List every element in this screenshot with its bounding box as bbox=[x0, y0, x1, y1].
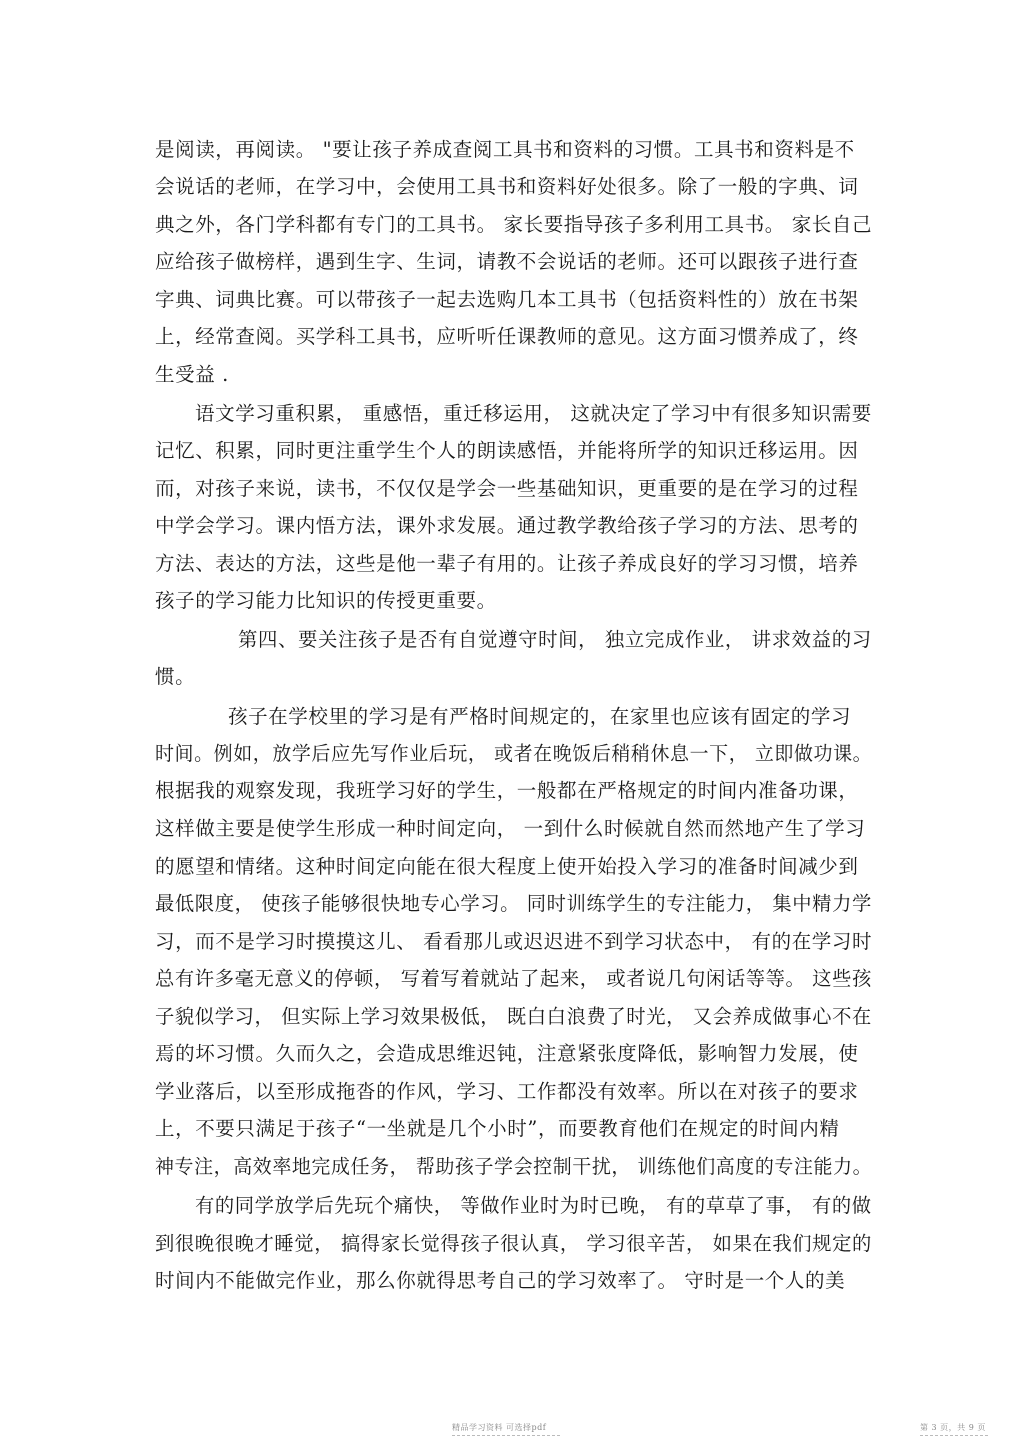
footer-divider-right bbox=[920, 1435, 988, 1436]
text-line: 典之外，各门学科都有专门的工具书。 家长要指导孩子多利用工具书。 家长自己 bbox=[155, 213, 873, 236]
text-line: 生受益 . bbox=[155, 363, 229, 386]
text-line: 中学会学习。课内悟方法，课外求发展。通过教学教给孩子学习的方法、思考的 bbox=[155, 514, 859, 537]
text-line: 神专注，高效率地完成任务， 帮助孩子学会控制干扰， 训练他们高度的专注能力。 bbox=[155, 1155, 873, 1178]
text-line: 总有许多毫无意义的停顿， 写着写着就站了起来， 或者说几句闲话等等。 这些孩 bbox=[155, 967, 872, 990]
text-line: 而，对孩子来说，读书，不仅仅是学会一些基础知识，更重要的是在学习的过程 bbox=[155, 477, 859, 500]
text-line: 学业落后，以至形成拖沓的作风，学习、工作都没有效率。所以在对孩子的要求 bbox=[155, 1080, 859, 1103]
text-line: 上，经常查阅。买学科工具书，应听听任课教师的意见。这方面习惯养成了，终 bbox=[155, 325, 859, 348]
text-line: 上，不要只满足于孩子“一坐就是几个小时”，而要教育他们在规定的时间内精 bbox=[155, 1117, 840, 1140]
page-number-text: 第 3 页，共 9 页 bbox=[920, 1423, 986, 1432]
footer-source-label bbox=[452, 1422, 546, 1433]
text-line: 第四、要关注孩子是否有自觉遵守时间， 独立完成作业， 讲求效益的习 bbox=[238, 628, 872, 651]
text-line: 到很晚很晚才睡觉， 搞得家长觉得孩子很认真， 学习很辛苦， 如果在我们规定的 bbox=[155, 1232, 872, 1255]
text-line: 根据我的观察发现，我班学习好的学生，一般都在严格规定的时间内准备功课， bbox=[155, 779, 859, 802]
text-line: 时间内不能做完作业，那么你就得思考自己的学习效率了。 守时是一个人的美 bbox=[155, 1269, 846, 1292]
text-line: 焉的坏习惯。久而久之，会造成思维迟钝，注意紧张度降低，影响智力发展，使 bbox=[155, 1042, 859, 1065]
text-line: 语文学习重积累， 重感悟，重迁移运用， 这就决定了学习中有很多知识需要 bbox=[195, 402, 872, 425]
text-line: 习，而不是学习时摸摸这儿、 看看那儿或迟迟进不到学习状态中， 有的在学习时 bbox=[155, 930, 873, 953]
footer-source-text: 精品学习资料 可选择pdf bbox=[452, 1423, 547, 1432]
footer-divider-left bbox=[452, 1435, 560, 1436]
text-line: 子貌似学习， 但实际上学习效果极低， 既白白浪费了时光， 又会养成做事心不在 bbox=[155, 1005, 872, 1028]
text-line: 孩子的学习能力比知识的传授更重要。 bbox=[155, 589, 497, 612]
text-line: 应给孩子做榜样，遇到生字、生词，请教不会说话的老师。还可以跟孩子进行查 bbox=[155, 250, 859, 273]
page-number bbox=[920, 1422, 986, 1433]
text-line: 时间。例如，放学后应先写作业后玩， 或者在晚饭后稍稍休息一下， 立即做功课。 bbox=[155, 742, 873, 765]
text-line: 会说话的老师，在学习中，会使用工具书和资料好处很多。除了一般的字典、词 bbox=[155, 175, 859, 198]
text-line: 有的同学放学后先玩个痛快， 等做作业时为时已晚， 有的草草了事， 有的做 bbox=[195, 1194, 872, 1217]
text-line: 的愿望和情绪。这种时间定向能在很大程度上使开始投入学习的准备时间减少到 bbox=[155, 855, 859, 878]
text-line: 字典、词典比赛。可以带孩子一起去选购几本工具书（包括资料性的）放在书架 bbox=[155, 288, 859, 311]
text-line: 最低限度， 使孩子能够很快地专心学习。 同时训练学生的专注能力， 集中精力学 bbox=[155, 892, 872, 915]
text-line: 这样做主要是使学生形成一种时间定向， 一到什么时候就自然而然地产生了学习 bbox=[155, 817, 866, 840]
text-line: 惯。 bbox=[155, 665, 196, 688]
text-line: 方法、表达的方法，这些是他一辈子有用的。让孩子养成良好的学习习惯，培养 bbox=[155, 552, 859, 575]
text-line: 记忆、积累，同时更注重学生个人的朗读感悟，并能将所学的知识迁移运用。因 bbox=[155, 439, 859, 462]
text-line: 是阅读，再阅读。 "要让孩子养成查阅工具书和资料的习惯。工具书和资料是不 bbox=[155, 138, 855, 161]
text-line: 孩子在学校里的学习是有严格时间规定的，在家里也应该有固定的学习 bbox=[228, 705, 852, 728]
